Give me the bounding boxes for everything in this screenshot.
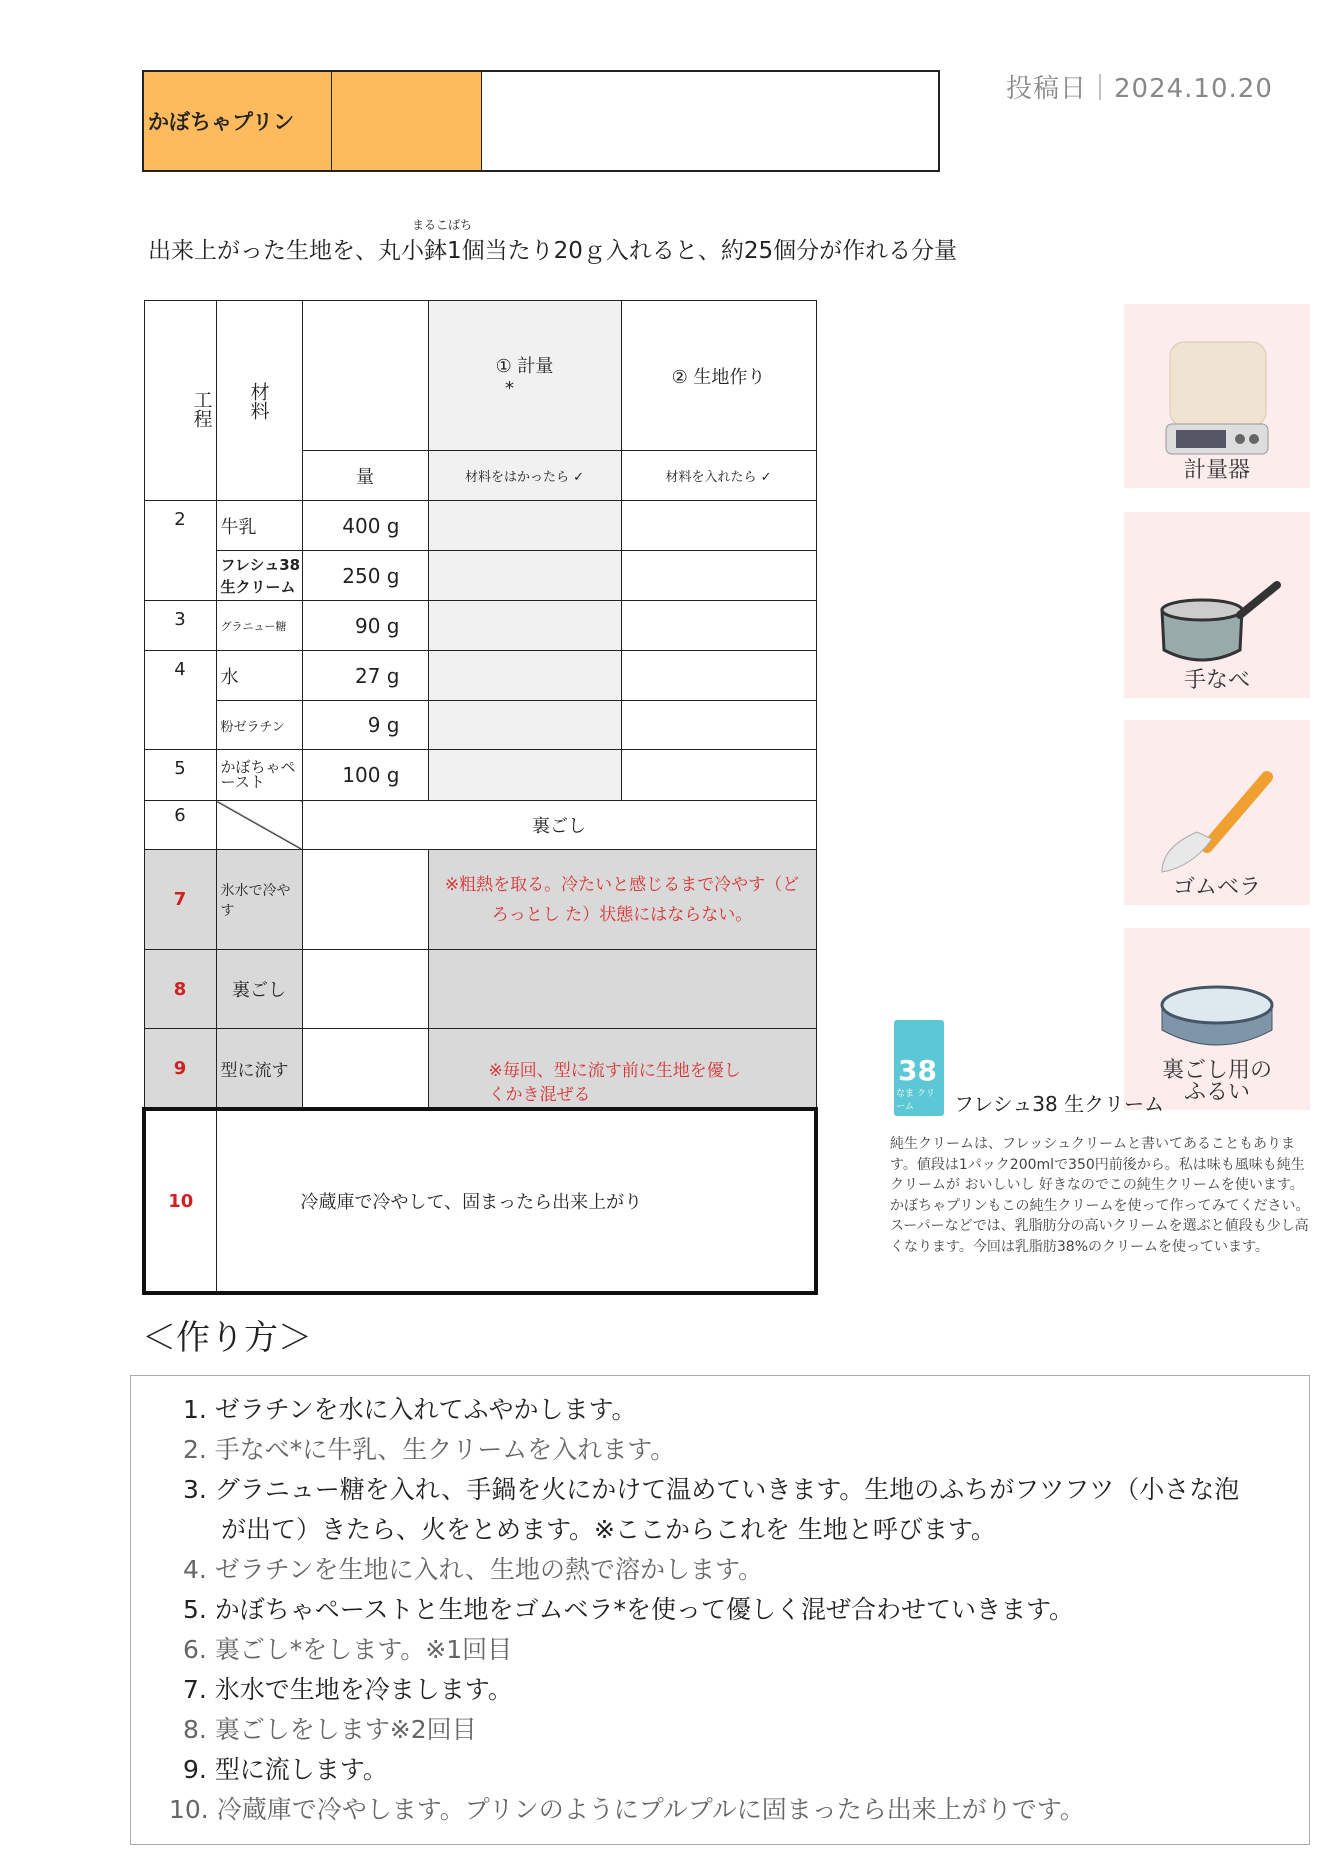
header-ingredient: 材料 [216,301,302,501]
cream-label: フレシュ38 生クリーム [954,1092,1165,1116]
check-weighed[interactable] [428,501,621,551]
yield-note: 出来上がった生地を、丸小鉢1個当たり20ｇ入れると、約25個分が作れる分量 [148,238,958,264]
check-weighed[interactable] [428,651,621,701]
step-number: 8 [144,950,216,1029]
title-blank-cell [332,72,482,170]
ingredient: 水 [216,651,302,701]
step-item: 8. 裏ごしをします※2回目 [183,1715,477,1744]
check-added[interactable] [621,501,816,551]
header-weighing-label: ① 計量 [495,356,554,377]
diagonal-cell [216,801,302,850]
amount: 250 g [302,551,428,601]
header-blank [302,301,428,451]
step-number: 6 [144,801,216,850]
check-added[interactable] [621,551,816,601]
amount: 9 g [302,701,428,750]
blank-cell [302,1029,428,1110]
carton-number: 38 [898,1054,937,1087]
step-number: 2 [144,501,216,601]
tool-label: 計量器 [1183,458,1250,483]
step-number: 5 [144,750,216,801]
tool-sieve [1124,928,1310,1110]
tool-label: 手なべ [1183,668,1250,693]
scale-icon [1162,340,1272,460]
check-added[interactable] [621,651,816,701]
step-number: 4 [144,651,216,750]
blank-cell [302,950,428,1029]
ingredient: かぼちゃペースト [216,750,302,801]
amount: 90 g [302,601,428,651]
ingredient: 牛乳 [216,501,302,551]
check-weighed[interactable] [428,551,621,601]
tool-label: ゴムベラ [1172,875,1261,900]
header-dough: ② 生地作り [621,301,816,451]
check-weighed[interactable] [428,750,621,801]
howto-steps [130,1375,1310,1845]
ingredient: グラニュー糖 [216,601,302,651]
header-step: 工程 [144,301,216,501]
blank-cell [428,950,816,1029]
strain-text: 裏ごし [302,801,816,850]
check-added[interactable] [621,601,816,651]
step-item: 9. 型に流します。 [183,1755,388,1784]
subtitle-ruby: まるこばち [412,218,473,232]
check-weighed[interactable] [428,701,621,750]
saucepan-icon [1152,570,1282,670]
check-weighed[interactable] [428,601,621,651]
header-weighing [428,301,621,451]
ingredient: 裏ごし [216,950,302,1029]
step-number: 9 [144,1029,216,1110]
finish-text: 冷蔵庫で冷やして、固まったら出来上がり [216,1109,816,1293]
recipe-table [142,300,818,1295]
step-item: 10. 冷蔵庫で冷やします。プリンのようにプルプルに固まったら出来上がりです。 [169,1795,1085,1824]
header-check-added: 材料を入れたら ✓ [621,451,816,501]
cream-carton-icon [890,1020,948,1116]
howto-heading: ＜作り方＞ [142,1318,312,1358]
check-added[interactable] [621,750,816,801]
tool-saucepan [1124,512,1310,698]
tool-spatula [1124,720,1310,905]
check-added[interactable] [621,701,816,750]
amount: 27 g [302,651,428,701]
ingredient: 型に流す [216,1029,302,1110]
ingredient: 氷水で冷やす [216,850,302,950]
ingredient: 粉ゼラチン [216,701,302,750]
header-weighing-note: * [505,378,514,399]
blank-cell [302,850,428,950]
pour-note: ※毎回、型に流す前に生地を優しくかき混ぜる [428,1029,816,1110]
amount: 100 g [302,750,428,801]
sieve-icon [1152,980,1282,1060]
step-number: 10 [144,1109,216,1293]
step-item: 6. 裏ごし*をします。※1回目 [183,1635,513,1664]
ingredient: フレシュ38 生クリーム [216,551,302,601]
tool-label: 裏ごし用のふるい [1161,1058,1272,1105]
step-item: 3. グラニュー糖を入れ、手鍋を火にかけて温めていきます。生地のふちがフツフツ（小さな泡が出て）きたら、火をとめます。※ここからこれを 生地と呼びます。 [183,1475,1240,1544]
tool-scale [1124,304,1310,488]
step-item: 1. ゼラチンを水に入れてふやかします。 [183,1395,637,1424]
step-item: 4. ゼラチンを生地に入れ、生地の熱で溶かします。 [183,1555,764,1584]
title-box [142,70,940,172]
cooling-note: ※粗熱を取る。冷たいと感じるまで冷やす（どろっとし た）状態にはならない。 [428,850,816,950]
header-amount: 量 [302,451,428,501]
cream-description: 純生クリームは、フレッシュクリームと書いてあることもあります。値段は1パック200mlで350円前後から。私は味も風味も純生クリームが おいしいし 好きなのでこの純生クリームを使います。かぼちゃプリンもこの純生クリームを使って作ってみてください。スーパーなどでは、乳脂肪分の高いクリームを選ぶと値段も少し高くなります。今回は乳脂肪38%のクリームを使っています。 [890,1136,1310,1255]
recipe-title: かぼちゃプリン [144,72,332,170]
post-date: 投稿日｜2024.10.20 [1006,74,1273,104]
spatula-icon [1152,767,1282,877]
amount: 400 g [302,501,428,551]
step-item: 7. 氷水で生地を冷まします。 [183,1675,513,1704]
step-number: 7 [144,850,216,950]
step-item: 2. 手なべ*に牛乳、生クリームを入れます。 [183,1435,676,1464]
carton-text: なま クリーム [896,1089,935,1112]
step-item: 5. かぼちゃペーストと生地をゴムベラ*を使って優しく混ぜ合わせていきます。 [183,1595,1075,1624]
header-check-weighed: 材料をはかったら ✓ [428,451,621,501]
step-number: 3 [144,601,216,651]
